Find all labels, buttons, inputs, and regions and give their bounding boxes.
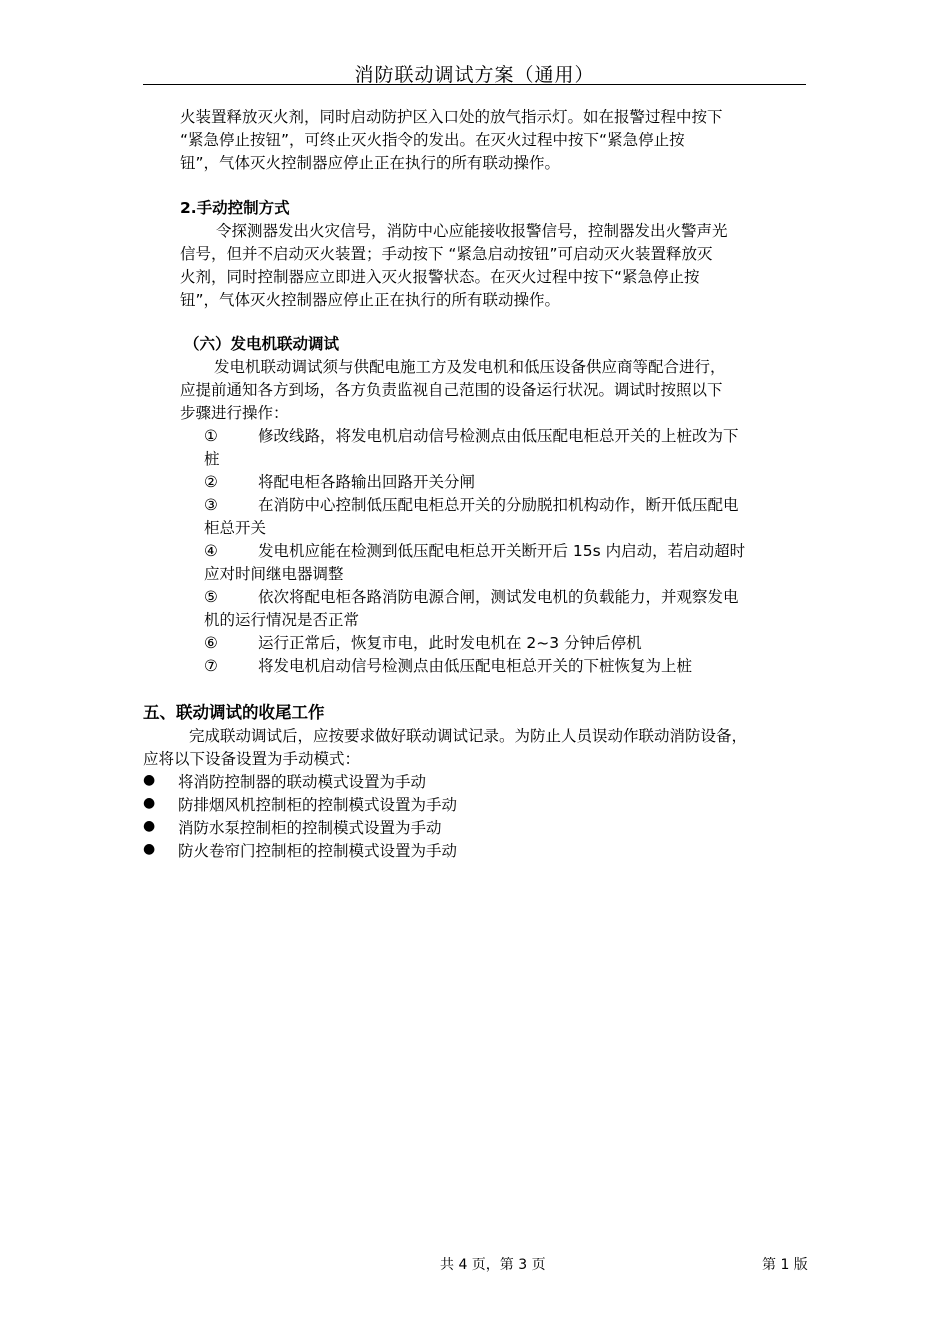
- generator-paragraph: [180, 356, 726, 425]
- step-item: [204, 655, 745, 678]
- paragraph-line: 步骤进行操作：: [180, 404, 289, 422]
- manual-control-paragraph: [180, 220, 728, 312]
- step-text: 修改线路，将发电机启动信号检测点由低压配电柜总开关的上桩改为下: [258, 427, 739, 445]
- step-continuation: 应对时间继电器调整: [204, 565, 344, 583]
- paragraph-line: 令探测器发出火灾信号，消防中心应能接收报警信号，控制器发出火警声光: [216, 222, 728, 240]
- step-text: 运行正常后，恢复市电，此时发电机在 2~3 分钟后停机: [258, 634, 642, 652]
- step-number: ④: [204, 542, 218, 560]
- step-text: 依次将配电柜各路消防电源合闸，测试发电机的负载能力，并观察发电: [258, 588, 739, 606]
- paragraph-line: 钮”，气体灭火控制器应停止正在执行的所有联动操作。: [180, 291, 561, 309]
- paragraph-line: 发电机联动调试须与供配电施工方及发电机和低压设备供应商等配合进行，: [214, 358, 726, 376]
- bullet-icon: ●: [143, 818, 156, 834]
- step-text: 将发电机启动信号检测点由低压配电柜总开关的下桩恢复为上桩: [258, 657, 693, 675]
- bullet-item: 防火卷帘门控制柜的控制模式设置为手动: [178, 842, 458, 860]
- step-number: ⑦: [204, 657, 218, 675]
- paragraph-line: 应提前通知各方到场，各方负责监视自己范围的设备运行状况。调试时按照以下: [180, 381, 723, 399]
- paragraph-line: “紧急停止按钮”，可终止灭火指令的发出。在灭火过程中按下“紧急停止按: [180, 131, 685, 149]
- step-item: [204, 586, 745, 609]
- step-number: ③: [204, 496, 218, 514]
- page-number: 共 4 页，第 3 页: [440, 1257, 546, 1273]
- section-five-paragraph: [143, 725, 747, 771]
- generator-heading: （六）发电机联动调试: [184, 335, 340, 353]
- step-text: 发电机应能在检测到低压配电柜总开关断开后 15s 内启动，若启动超时: [258, 542, 746, 560]
- bullet-item: 防排烟风机控制柜的控制模式设置为手动: [178, 796, 458, 814]
- page-header-title: 消防联动调试方案（通用）: [354, 64, 595, 86]
- step-number: ②: [204, 473, 218, 491]
- paragraph-line: 火剂，同时控制器应立即进入灭火报警状态。在灭火过程中按下“紧急停止按: [180, 268, 700, 286]
- section-five-heading: 五、联动调试的收尾工作: [143, 703, 325, 722]
- paragraph-line: 信号，但并不启动灭火装置；手动按下 “紧急启动按钮”可启动灭火装置释放灭: [180, 245, 713, 263]
- paragraph-line: 完成联动调试后，应按要求做好联动调试记录。为防止人员误动作联动消防设备，: [189, 727, 748, 745]
- intro-paragraph: [180, 106, 723, 175]
- paragraph-line: 火装置释放灭火剂，同时启动防护区入口处的放气指示灯。如在报警过程中按下: [180, 108, 723, 126]
- step-item: [204, 632, 745, 655]
- step-text: 将配电柜各路输出回路开关分闸: [258, 473, 476, 491]
- paragraph-line: 钮”，气体灭火控制器应停止正在执行的所有联动操作。: [180, 154, 561, 172]
- step-number: ⑤: [204, 588, 218, 606]
- step-continuation: 机的运行情况是否正常: [204, 611, 360, 629]
- bullet-icon: ●: [143, 772, 156, 788]
- step-number: ①: [204, 427, 218, 445]
- bullet-icon: ●: [143, 841, 156, 857]
- step-item: [204, 471, 745, 494]
- step-item: [204, 494, 745, 517]
- step-number: ⑥: [204, 634, 218, 652]
- step-continuation: 桩: [204, 450, 220, 468]
- manual-control-heading: 2.手动控制方式: [180, 199, 290, 217]
- header-divider: [143, 84, 806, 85]
- version-label: 第 1 版: [762, 1257, 808, 1273]
- paragraph-line: 应将以下设备设置为手动模式：: [143, 750, 361, 768]
- bullet-icon: ●: [143, 795, 156, 811]
- step-item: [204, 425, 745, 448]
- bullet-item: 将消防控制器的联动模式设置为手动: [178, 773, 427, 791]
- step-text: 在消防中心控制低压配电柜总开关的分励脱扣机构动作，断开低压配电: [258, 496, 739, 514]
- generator-steps-list: [204, 425, 745, 678]
- bullet-item: 消防水泵控制柜的控制模式设置为手动: [178, 819, 442, 837]
- step-continuation: 柜总开关: [204, 519, 267, 537]
- step-item: [204, 540, 745, 563]
